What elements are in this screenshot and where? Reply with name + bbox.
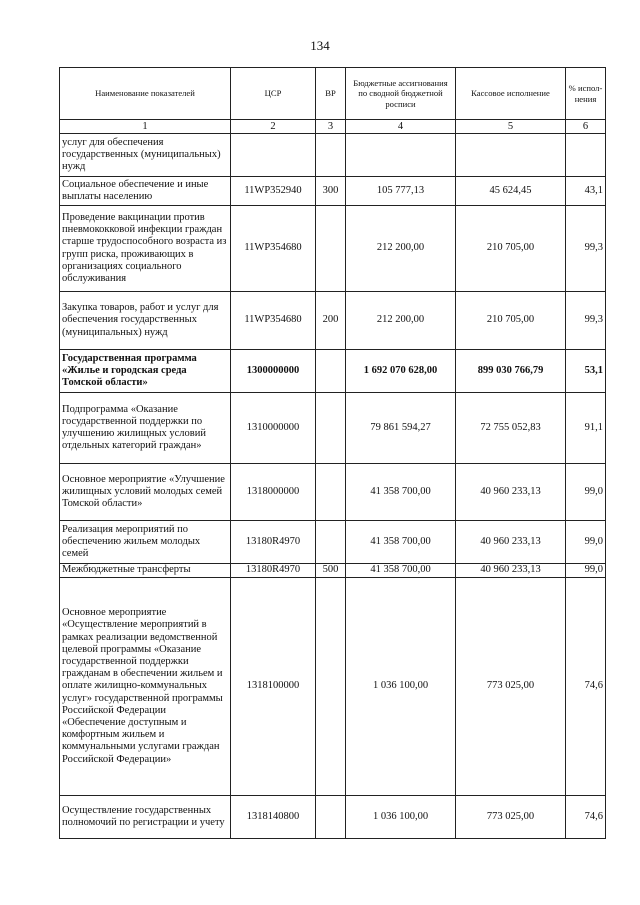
row-csr: 11WP354680 [231,292,316,350]
table-row [60,796,606,839]
row-cash: 773 025,00 [456,796,566,839]
row-name: Межбюджетные трансферты [60,564,231,578]
row-name: услуг для обеспечения государственных (муниципальных) нужд [60,134,231,177]
column-number: 2 [231,120,316,134]
row-percent: 74,6 [566,796,606,839]
row-cash [456,134,566,177]
table-row [60,564,606,578]
row-percent: 43,1 [566,177,606,206]
row-csr: 1318000000 [231,464,316,521]
row-budget: 79 861 594,27 [346,393,456,464]
row-cash: 45 624,45 [456,177,566,206]
row-vr: 500 [316,564,346,578]
table-row [60,134,606,177]
row-budget: 212 200,00 [346,206,456,292]
row-percent: 99,0 [566,564,606,578]
row-budget: 41 358 700,00 [346,521,456,564]
row-budget: 41 358 700,00 [346,464,456,521]
row-csr: 1300000000 [231,350,316,393]
row-budget: 1 036 100,00 [346,578,456,796]
table-row [60,350,606,393]
row-cash: 40 960 233,13 [456,564,566,578]
row-csr: 11WP352940 [231,177,316,206]
row-vr [316,796,346,839]
page-number: 134 [310,38,330,53]
table-row [60,464,606,521]
row-percent: 91,1 [566,393,606,464]
budget-execution-table [59,67,606,839]
table-row [60,393,606,464]
header-vr: ВР [316,68,346,120]
row-vr: 300 [316,177,346,206]
header-percent: % испол-нения [566,68,606,120]
row-name: Реализация мероприятий по обеспечению жильем молодых семей [60,521,231,564]
column-number-row [60,120,606,134]
row-csr: 1310000000 [231,393,316,464]
column-number: 4 [346,120,456,134]
row-csr: 1318140800 [231,796,316,839]
row-vr [316,578,346,796]
row-percent [566,134,606,177]
header-name: Наименование показателей [60,68,231,120]
row-vr [316,206,346,292]
row-percent: 99,0 [566,464,606,521]
row-cash: 899 030 766,79 [456,350,566,393]
column-number: 3 [316,120,346,134]
row-vr [316,393,346,464]
row-csr: 1318100000 [231,578,316,796]
row-cash: 40 960 233,13 [456,464,566,521]
row-name: Проведение вакцинации против пневмококковой инфекции граждан старше трудоспособного возраста из групп риска, проживающих в организациях социального обслуживания [60,206,231,292]
table-row [60,292,606,350]
row-budget: 105 777,13 [346,177,456,206]
row-percent: 99,3 [566,206,606,292]
table-body [60,134,606,839]
row-budget: 1 036 100,00 [346,796,456,839]
header-csr: ЦСР [231,68,316,120]
row-name: Подпрограмма «Оказание государственной поддержки по улучшению жилищных условий отдельных категорий граждан» [60,393,231,464]
row-vr [316,521,346,564]
row-cash: 210 705,00 [456,292,566,350]
column-number: 6 [566,120,606,134]
row-name: Социальное обеспечение и иные выплаты населению [60,177,231,206]
header-cash: Кассовое исполнение [456,68,566,120]
row-cash: 72 755 052,83 [456,393,566,464]
row-budget [346,134,456,177]
row-vr [316,134,346,177]
column-number: 1 [60,120,231,134]
column-number: 5 [456,120,566,134]
row-percent: 53,1 [566,350,606,393]
row-csr: 13180R4970 [231,564,316,578]
row-name: Закупка товаров, работ и услуг для обеспечения государственных (муниципальных) нужд [60,292,231,350]
row-name: Государственная программа «Жилье и городская среда Томской области» [60,350,231,393]
table-row [60,177,606,206]
row-cash: 773 025,00 [456,578,566,796]
row-percent: 74,6 [566,578,606,796]
row-vr [316,464,346,521]
row-budget: 212 200,00 [346,292,456,350]
table-row [60,521,606,564]
row-budget: 41 358 700,00 [346,564,456,578]
row-csr: 13180R4970 [231,521,316,564]
row-budget: 1 692 070 628,00 [346,350,456,393]
row-csr [231,134,316,177]
row-name: Осуществление государственных полномочий по регистрации и учету [60,796,231,839]
row-cash: 40 960 233,13 [456,521,566,564]
row-percent: 99,3 [566,292,606,350]
row-csr: 11WP354680 [231,206,316,292]
table-row [60,206,606,292]
row-vr: 200 [316,292,346,350]
row-vr [316,350,346,393]
row-percent: 99,0 [566,521,606,564]
header-row [60,68,606,120]
row-cash: 210 705,00 [456,206,566,292]
row-name: Основное мероприятие «Осуществление мероприятий в рамках реализации ведомственной целевой программы «Оказание государственной поддержки гражданам в обеспечении жильем и оплате жилищно-коммунальных услуг» государственной программы Российской Федерации «Обеспечение доступным и комфортным жильем и коммунальными услугами граждан Российской Федерации» [60,578,231,796]
row-name: Основное мероприятие «Улучшение жилищных условий молодых семей Томской области» [60,464,231,521]
table-row [60,578,606,796]
header-budget: Бюджетные ассигнования по сводной бюджетной росписи [346,68,456,120]
